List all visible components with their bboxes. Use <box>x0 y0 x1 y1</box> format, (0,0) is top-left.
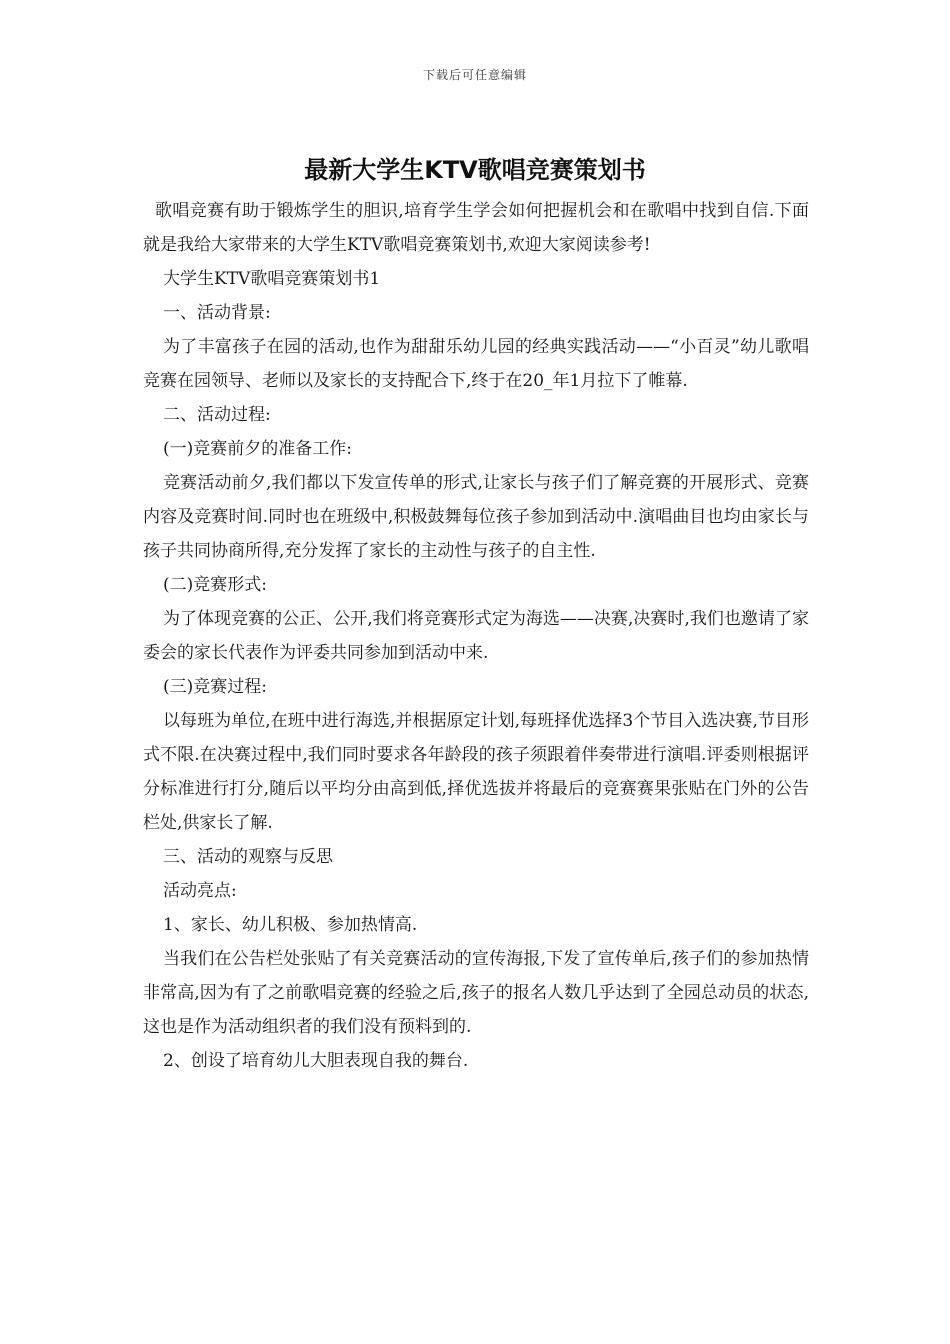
section-heading: 二、活动过程: <box>163 405 271 425</box>
subsection-heading: (二)竞赛形式: <box>163 575 267 595</box>
paragraph: 竞赛活动前夕,我们都以下发宣传单的形式,让家长与孩子们了解竞赛的开展形式、竞赛内容及竞赛时间.同时也在班级中,积极鼓舞每位孩子参加到活动中.演唱曲目也均由家长与孩子共同协商所得,充分发挥了家长的主动性与孩子的自主性. <box>143 473 809 561</box>
paragraph: 当我们在公告栏处张贴了有关竞赛活动的宣传海报,下发了宣传单后,孩子们的参加热情非常高,因为有了之前歌唱竞赛的经验之后,孩子的报名人数几乎达到了全园总动员的状态,这也是作为活动组织者的我们没有预料到的. <box>143 949 809 1037</box>
document-body <box>143 194 809 1078</box>
paragraph: 歌唱竞赛有助于锻炼学生的胆识,培育学生学会如何把握机会和在歌唱中找到自信.下面就是我给大家带来的大学生KTV歌唱竞赛策划书,欢迎大家阅读参考! <box>143 201 809 255</box>
list-item: 1、家长、幼儿积极、参加热情高. <box>163 915 418 935</box>
section-heading: 三、活动的观察与反思 <box>163 847 333 867</box>
header-note: 下载后可任意编辑 <box>422 68 527 82</box>
paragraph: 为了丰富孩子在园的活动,也作为甜甜乐幼儿园的经典实践活动——“小百灵”幼儿歌唱竞赛在园领导、老师以及家长的支持配合下,终于在20_年1月拉下了帷幕. <box>143 337 809 391</box>
paragraph: 以每班为单位,在班中进行海选,并根据原定计划,每班择优选择3个节目入选决赛,节目形式不限.在决赛过程中,我们同时要求各年龄段的孩子须跟着伴奏带进行演唱.评委则根据评分标准进行打分,随后以平均分由高到低,择优选拔并将最后的竞赛赛果张贴在门外的公告栏处,供家长了解. <box>143 711 809 833</box>
list-item: 2、创设了培育幼儿大胆表现自我的舞台. <box>163 1051 469 1071</box>
subsection-heading: 活动亮点: <box>163 881 237 901</box>
paragraph: 为了体现竞赛的公正、公开,我们将竞赛形式定为海选——决赛,决赛时,我们也邀请了家委会的家长代表作为评委共同参加到活动中来. <box>143 609 809 663</box>
subsection-heading: (三)竞赛过程: <box>163 677 267 697</box>
section-heading: 一、活动背景: <box>163 303 271 323</box>
document-title: 最新大学生KTV歌唱竞赛策划书 <box>304 156 646 184</box>
subsection-heading: (一)竞赛前夕的准备工作: <box>163 439 352 459</box>
section-heading: 大学生KTV歌唱竞赛策划书1 <box>163 269 381 289</box>
